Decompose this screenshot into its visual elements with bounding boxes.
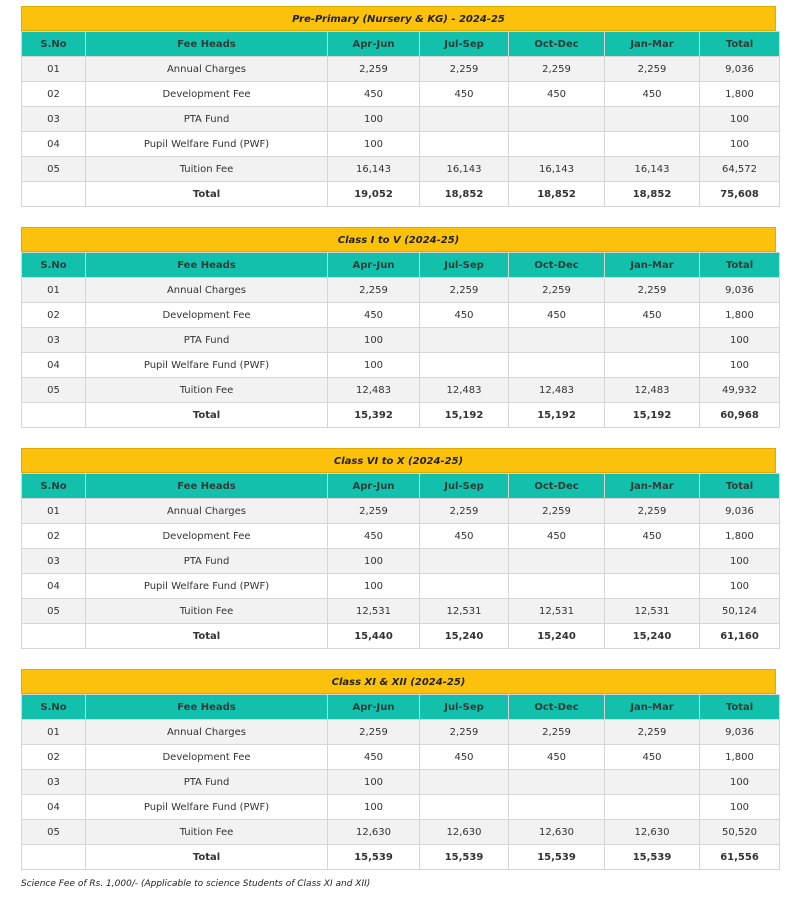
cell-apr-jun: 2,259 bbox=[328, 57, 420, 82]
column-header-apr-jun: Apr-Jun bbox=[328, 253, 420, 278]
cell-total: 1,800 bbox=[700, 745, 780, 770]
total-cell-total: 60,968 bbox=[700, 403, 780, 428]
cell-jul-sep: 450 bbox=[420, 745, 509, 770]
fee-table-class-vi-to-x bbox=[21, 448, 776, 649]
cell-jan-mar: 2,259 bbox=[605, 499, 700, 524]
column-header-oct-dec: Oct-Dec bbox=[509, 253, 605, 278]
total-cell-fee-head: Total bbox=[86, 182, 328, 207]
total-cell-total: 75,608 bbox=[700, 182, 780, 207]
table-row bbox=[22, 745, 780, 770]
cell-jul-sep bbox=[420, 549, 509, 574]
header-row bbox=[22, 253, 780, 278]
total-row bbox=[22, 624, 780, 649]
cell-jul-sep bbox=[420, 353, 509, 378]
cell-fee-head: PTA Fund bbox=[86, 107, 328, 132]
cell-fee-head: PTA Fund bbox=[86, 770, 328, 795]
total-cell-jan-mar: 18,852 bbox=[605, 182, 700, 207]
cell-fee-head: Development Fee bbox=[86, 745, 328, 770]
column-header-sno: S.No bbox=[22, 253, 86, 278]
cell-fee-head: Tuition Fee bbox=[86, 378, 328, 403]
cell-fee-head: Tuition Fee bbox=[86, 820, 328, 845]
cell-jul-sep bbox=[420, 770, 509, 795]
cell-jan-mar: 2,259 bbox=[605, 57, 700, 82]
cell-jan-mar bbox=[605, 574, 700, 599]
cell-jul-sep: 16,143 bbox=[420, 157, 509, 182]
cell-fee-head: Annual Charges bbox=[86, 278, 328, 303]
header-row bbox=[22, 695, 780, 720]
cell-total: 50,520 bbox=[700, 820, 780, 845]
cell-jan-mar bbox=[605, 107, 700, 132]
cell-sno: 03 bbox=[22, 549, 86, 574]
cell-jul-sep bbox=[420, 107, 509, 132]
column-header-total: Total bbox=[700, 695, 780, 720]
cell-jul-sep: 2,259 bbox=[420, 720, 509, 745]
table-title: Class I to V (2024-25) bbox=[21, 227, 776, 252]
cell-oct-dec bbox=[509, 328, 605, 353]
cell-fee-head: Annual Charges bbox=[86, 720, 328, 745]
column-header-total: Total bbox=[700, 474, 780, 499]
total-row bbox=[22, 182, 780, 207]
cell-total: 100 bbox=[700, 574, 780, 599]
column-header-sno: S.No bbox=[22, 474, 86, 499]
cell-fee-head: PTA Fund bbox=[86, 549, 328, 574]
column-header-jul-sep: Jul-Sep bbox=[420, 695, 509, 720]
column-header-apr-jun: Apr-Jun bbox=[328, 474, 420, 499]
column-header-fee-head: Fee Heads bbox=[86, 695, 328, 720]
cell-sno: 02 bbox=[22, 82, 86, 107]
cell-apr-jun: 450 bbox=[328, 82, 420, 107]
cell-sno: 04 bbox=[22, 795, 86, 820]
cell-jan-mar bbox=[605, 795, 700, 820]
cell-oct-dec: 2,259 bbox=[509, 57, 605, 82]
cell-fee-head: PTA Fund bbox=[86, 328, 328, 353]
cell-oct-dec: 450 bbox=[509, 524, 605, 549]
cell-total: 100 bbox=[700, 353, 780, 378]
cell-apr-jun: 100 bbox=[328, 795, 420, 820]
cell-apr-jun: 450 bbox=[328, 524, 420, 549]
cell-oct-dec: 12,630 bbox=[509, 820, 605, 845]
cell-sno: 02 bbox=[22, 303, 86, 328]
cell-jan-mar bbox=[605, 353, 700, 378]
table-row bbox=[22, 278, 780, 303]
column-header-sno: S.No bbox=[22, 695, 86, 720]
cell-oct-dec bbox=[509, 353, 605, 378]
cell-jan-mar: 2,259 bbox=[605, 278, 700, 303]
column-header-oct-dec: Oct-Dec bbox=[509, 474, 605, 499]
cell-total: 100 bbox=[700, 549, 780, 574]
table-row bbox=[22, 770, 780, 795]
cell-oct-dec: 16,143 bbox=[509, 157, 605, 182]
cell-jul-sep: 450 bbox=[420, 82, 509, 107]
cell-apr-jun: 12,531 bbox=[328, 599, 420, 624]
cell-jan-mar: 450 bbox=[605, 745, 700, 770]
cell-jan-mar: 2,259 bbox=[605, 720, 700, 745]
cell-oct-dec: 12,531 bbox=[509, 599, 605, 624]
cell-oct-dec: 450 bbox=[509, 303, 605, 328]
cell-fee-head: Pupil Welfare Fund (PWF) bbox=[86, 353, 328, 378]
cell-sno: 03 bbox=[22, 770, 86, 795]
cell-jan-mar: 12,630 bbox=[605, 820, 700, 845]
fee-table bbox=[21, 694, 780, 870]
column-header-apr-jun: Apr-Jun bbox=[328, 695, 420, 720]
column-header-jan-mar: Jan-Mar bbox=[605, 695, 700, 720]
fee-table-class-xi-xii bbox=[21, 669, 776, 870]
column-header-apr-jun: Apr-Jun bbox=[328, 32, 420, 57]
total-cell-jan-mar: 15,539 bbox=[605, 845, 700, 870]
total-cell-jul-sep: 15,240 bbox=[420, 624, 509, 649]
cell-apr-jun: 100 bbox=[328, 328, 420, 353]
cell-total: 9,036 bbox=[700, 278, 780, 303]
fee-table bbox=[21, 31, 780, 207]
table-title: Pre-Primary (Nursery & KG) - 2024-25 bbox=[21, 6, 776, 31]
cell-sno: 03 bbox=[22, 328, 86, 353]
cell-total: 9,036 bbox=[700, 57, 780, 82]
cell-total: 1,800 bbox=[700, 82, 780, 107]
total-row bbox=[22, 403, 780, 428]
cell-oct-dec: 2,259 bbox=[509, 278, 605, 303]
header-row bbox=[22, 474, 780, 499]
total-cell-jul-sep: 15,192 bbox=[420, 403, 509, 428]
cell-oct-dec bbox=[509, 132, 605, 157]
total-cell-jul-sep: 15,539 bbox=[420, 845, 509, 870]
cell-total: 64,572 bbox=[700, 157, 780, 182]
cell-oct-dec bbox=[509, 795, 605, 820]
cell-fee-head: Development Fee bbox=[86, 303, 328, 328]
cell-apr-jun: 100 bbox=[328, 574, 420, 599]
cell-oct-dec: 12,483 bbox=[509, 378, 605, 403]
table-row bbox=[22, 378, 780, 403]
fee-table-pre-primary bbox=[21, 6, 776, 207]
cell-sno: 01 bbox=[22, 278, 86, 303]
table-row bbox=[22, 549, 780, 574]
column-header-fee-head: Fee Heads bbox=[86, 474, 328, 499]
cell-apr-jun: 100 bbox=[328, 107, 420, 132]
total-cell-sno bbox=[22, 624, 86, 649]
cell-total: 9,036 bbox=[700, 499, 780, 524]
column-header-total: Total bbox=[700, 32, 780, 57]
cell-fee-head: Annual Charges bbox=[86, 499, 328, 524]
cell-fee-head: Development Fee bbox=[86, 524, 328, 549]
cell-sno: 05 bbox=[22, 599, 86, 624]
cell-jan-mar: 450 bbox=[605, 524, 700, 549]
cell-oct-dec bbox=[509, 770, 605, 795]
table-row bbox=[22, 574, 780, 599]
cell-apr-jun: 12,483 bbox=[328, 378, 420, 403]
fee-table-class-i-to-v bbox=[21, 227, 776, 428]
cell-jul-sep bbox=[420, 328, 509, 353]
fee-table bbox=[21, 473, 780, 649]
total-cell-fee-head: Total bbox=[86, 845, 328, 870]
cell-sno: 04 bbox=[22, 132, 86, 157]
column-header-jul-sep: Jul-Sep bbox=[420, 474, 509, 499]
cell-sno: 04 bbox=[22, 574, 86, 599]
table-row bbox=[22, 499, 780, 524]
table-row bbox=[22, 795, 780, 820]
cell-fee-head: Tuition Fee bbox=[86, 599, 328, 624]
cell-oct-dec: 450 bbox=[509, 82, 605, 107]
cell-jul-sep: 12,630 bbox=[420, 820, 509, 845]
column-header-oct-dec: Oct-Dec bbox=[509, 695, 605, 720]
cell-sno: 01 bbox=[22, 57, 86, 82]
cell-jul-sep: 12,531 bbox=[420, 599, 509, 624]
cell-fee-head: Development Fee bbox=[86, 82, 328, 107]
cell-jan-mar: 16,143 bbox=[605, 157, 700, 182]
cell-fee-head: Tuition Fee bbox=[86, 157, 328, 182]
cell-apr-jun: 12,630 bbox=[328, 820, 420, 845]
table-row bbox=[22, 599, 780, 624]
cell-jan-mar: 12,483 bbox=[605, 378, 700, 403]
cell-jan-mar bbox=[605, 132, 700, 157]
table-row bbox=[22, 132, 780, 157]
cell-total: 100 bbox=[700, 328, 780, 353]
cell-jul-sep: 2,259 bbox=[420, 278, 509, 303]
table-row bbox=[22, 57, 780, 82]
column-header-jul-sep: Jul-Sep bbox=[420, 253, 509, 278]
cell-jul-sep: 12,483 bbox=[420, 378, 509, 403]
table-row bbox=[22, 303, 780, 328]
cell-total: 1,800 bbox=[700, 524, 780, 549]
cell-apr-jun: 100 bbox=[328, 770, 420, 795]
cell-jul-sep bbox=[420, 132, 509, 157]
cell-jul-sep: 2,259 bbox=[420, 57, 509, 82]
total-cell-apr-jun: 15,539 bbox=[328, 845, 420, 870]
cell-jan-mar bbox=[605, 328, 700, 353]
cell-jan-mar bbox=[605, 549, 700, 574]
cell-total: 100 bbox=[700, 770, 780, 795]
total-cell-total: 61,556 bbox=[700, 845, 780, 870]
cell-apr-jun: 16,143 bbox=[328, 157, 420, 182]
cell-oct-dec bbox=[509, 574, 605, 599]
column-header-oct-dec: Oct-Dec bbox=[509, 32, 605, 57]
column-header-fee-head: Fee Heads bbox=[86, 32, 328, 57]
cell-total: 100 bbox=[700, 795, 780, 820]
total-cell-oct-dec: 15,192 bbox=[509, 403, 605, 428]
column-header-total: Total bbox=[700, 253, 780, 278]
cell-total: 100 bbox=[700, 107, 780, 132]
table-title: Class XI & XII (2024-25) bbox=[21, 669, 776, 694]
column-header-sno: S.No bbox=[22, 32, 86, 57]
cell-total: 100 bbox=[700, 132, 780, 157]
cell-jul-sep: 450 bbox=[420, 524, 509, 549]
total-cell-oct-dec: 18,852 bbox=[509, 182, 605, 207]
cell-apr-jun: 450 bbox=[328, 745, 420, 770]
cell-sno: 04 bbox=[22, 353, 86, 378]
cell-oct-dec bbox=[509, 549, 605, 574]
cell-apr-jun: 100 bbox=[328, 132, 420, 157]
cell-jul-sep bbox=[420, 795, 509, 820]
cell-jan-mar: 450 bbox=[605, 303, 700, 328]
cell-oct-dec: 2,259 bbox=[509, 499, 605, 524]
total-cell-sno bbox=[22, 845, 86, 870]
total-cell-fee-head: Total bbox=[86, 403, 328, 428]
cell-sno: 03 bbox=[22, 107, 86, 132]
cell-jan-mar: 450 bbox=[605, 82, 700, 107]
column-header-jul-sep: Jul-Sep bbox=[420, 32, 509, 57]
cell-total: 1,800 bbox=[700, 303, 780, 328]
table-title: Class VI to X (2024-25) bbox=[21, 448, 776, 473]
cell-sno: 01 bbox=[22, 499, 86, 524]
cell-fee-head: Pupil Welfare Fund (PWF) bbox=[86, 795, 328, 820]
cell-sno: 05 bbox=[22, 157, 86, 182]
table-row bbox=[22, 524, 780, 549]
total-cell-jan-mar: 15,192 bbox=[605, 403, 700, 428]
total-cell-apr-jun: 15,392 bbox=[328, 403, 420, 428]
header-row bbox=[22, 32, 780, 57]
cell-apr-jun: 2,259 bbox=[328, 499, 420, 524]
cell-sno: 01 bbox=[22, 720, 86, 745]
cell-fee-head: Annual Charges bbox=[86, 57, 328, 82]
cell-apr-jun: 450 bbox=[328, 303, 420, 328]
cell-jul-sep: 450 bbox=[420, 303, 509, 328]
cell-jan-mar: 12,531 bbox=[605, 599, 700, 624]
table-row bbox=[22, 328, 780, 353]
total-cell-oct-dec: 15,240 bbox=[509, 624, 605, 649]
cell-fee-head: Pupil Welfare Fund (PWF) bbox=[86, 132, 328, 157]
total-cell-apr-jun: 15,440 bbox=[328, 624, 420, 649]
cell-oct-dec: 2,259 bbox=[509, 720, 605, 745]
total-cell-jul-sep: 18,852 bbox=[420, 182, 509, 207]
cell-jul-sep bbox=[420, 574, 509, 599]
table-row bbox=[22, 720, 780, 745]
cell-total: 50,124 bbox=[700, 599, 780, 624]
cell-jul-sep: 2,259 bbox=[420, 499, 509, 524]
total-cell-apr-jun: 19,052 bbox=[328, 182, 420, 207]
cell-fee-head: Pupil Welfare Fund (PWF) bbox=[86, 574, 328, 599]
total-row bbox=[22, 845, 780, 870]
column-header-jan-mar: Jan-Mar bbox=[605, 253, 700, 278]
table-row bbox=[22, 107, 780, 132]
total-cell-fee-head: Total bbox=[86, 624, 328, 649]
cell-apr-jun: 100 bbox=[328, 549, 420, 574]
cell-apr-jun: 2,259 bbox=[328, 278, 420, 303]
fee-table bbox=[21, 252, 780, 428]
total-cell-oct-dec: 15,539 bbox=[509, 845, 605, 870]
cell-sno: 02 bbox=[22, 524, 86, 549]
cell-oct-dec bbox=[509, 107, 605, 132]
cell-sno: 02 bbox=[22, 745, 86, 770]
column-header-jan-mar: Jan-Mar bbox=[605, 474, 700, 499]
cell-sno: 05 bbox=[22, 378, 86, 403]
cell-oct-dec: 450 bbox=[509, 745, 605, 770]
cell-apr-jun: 2,259 bbox=[328, 720, 420, 745]
column-header-fee-head: Fee Heads bbox=[86, 253, 328, 278]
cell-sno: 05 bbox=[22, 820, 86, 845]
table-row bbox=[22, 157, 780, 182]
cell-apr-jun: 100 bbox=[328, 353, 420, 378]
total-cell-sno bbox=[22, 182, 86, 207]
total-cell-sno bbox=[22, 403, 86, 428]
table-row bbox=[22, 82, 780, 107]
total-cell-total: 61,160 bbox=[700, 624, 780, 649]
total-cell-jan-mar: 15,240 bbox=[605, 624, 700, 649]
table-row bbox=[22, 820, 780, 845]
table-row bbox=[22, 353, 780, 378]
column-header-jan-mar: Jan-Mar bbox=[605, 32, 700, 57]
cell-total: 49,932 bbox=[700, 378, 780, 403]
cell-total: 9,036 bbox=[700, 720, 780, 745]
science-fee-footnote: Science Fee of Rs. 1,000/- (Applicable to science Students of Class XI and XII) bbox=[21, 879, 371, 889]
cell-jan-mar bbox=[605, 770, 700, 795]
